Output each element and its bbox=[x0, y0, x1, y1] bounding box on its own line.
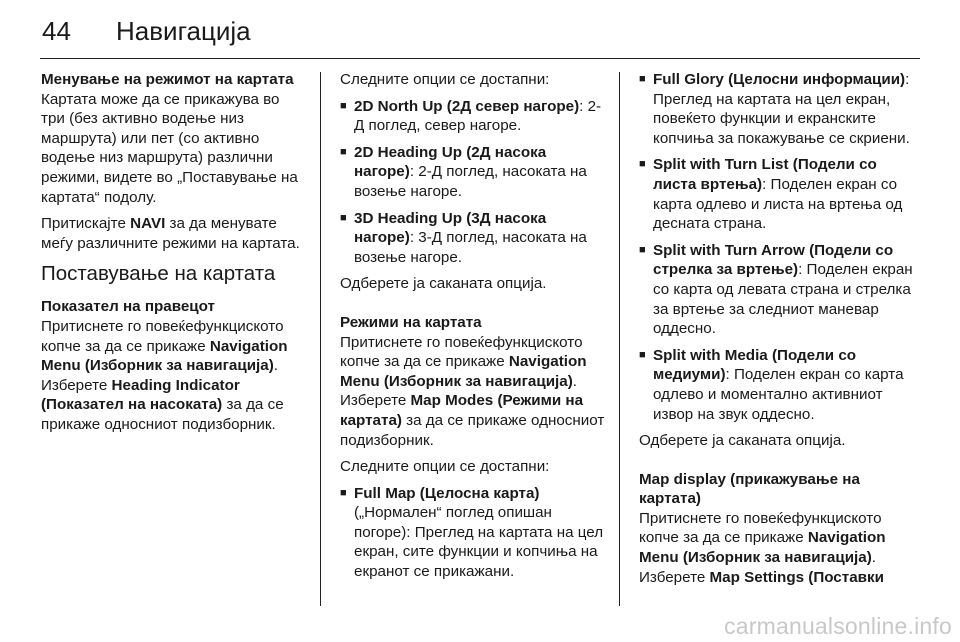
chapter-title: Навигација bbox=[116, 16, 251, 46]
bullet-icon: ■ bbox=[639, 348, 646, 361]
bullet-icon: ■ bbox=[340, 145, 347, 158]
header-rule bbox=[40, 58, 920, 59]
column-2 bbox=[340, 70, 606, 589]
options-intro-2: Следните опции се достапни: bbox=[340, 458, 550, 476]
bullet-icon: ■ bbox=[639, 73, 646, 85]
bullet-icon: ■ bbox=[340, 486, 347, 499]
bullet-icon: ■ bbox=[340, 99, 347, 112]
column-divider-1 bbox=[320, 72, 321, 606]
paragraph-navi: Притискајте NAVI за да менувате меѓу различните режими на картата. bbox=[41, 215, 300, 252]
list-item: ■ Split with Media (Подели со медиуми): Поделен екран со карта одлево и моментално активниот извор на звук оддесно. bbox=[639, 346, 904, 423]
section-title: Поставување на картата bbox=[41, 262, 276, 286]
paragraph-heading-indicator: Притиснете го повеќефункциското копче за да се прикаже Navigation Menu (Изборник за навигација). Изберете Heading Indicator (Показател на насоката) за да се прикаже односниот подизборник. bbox=[41, 317, 288, 433]
watermark: carmanualsonline.info bbox=[724, 613, 952, 639]
choose-option: Одберете ја саканата опција. bbox=[340, 275, 547, 293]
navi-key: NAVI bbox=[130, 215, 166, 233]
list-item: ■ Split with Turn List (Подели со листа вртења): Поделен екран со карта одлево и листа на вртења од десната страна. bbox=[639, 156, 903, 233]
list-item: ■ Full Glory (Целосни информации): Преглед на картата на цел екран, повеќето функции и екранските копчиња за покажување се скриени. bbox=[639, 71, 910, 147]
bullet-icon: ■ bbox=[639, 243, 646, 256]
column-3 bbox=[639, 70, 923, 594]
subheading-map-display: Map display (прикажување на картата) bbox=[639, 470, 860, 508]
options-intro: Следните опции се достапни: bbox=[340, 71, 550, 88]
bullet-icon: ■ bbox=[340, 211, 347, 224]
paragraph-map-modes: Картата може да се прикажува во три (без активно водење низ маршрута) или пет (со активно водење низ маршрута) различни режими, видете во „Поставување на картата“ подолу. bbox=[41, 90, 298, 206]
subheading-change-mode: Менување на режимот на картата bbox=[41, 71, 294, 88]
column-1 bbox=[41, 70, 303, 442]
bullet-icon: ■ bbox=[639, 158, 646, 171]
list-item: ■ 2D Heading Up (2Д насока нагоре): 2-Д поглед, насоката на возење нагоре. bbox=[340, 143, 587, 200]
paragraph-map-display: Притиснете го повеќефункциското копче за да се прикаже Navigation Menu (Изборник за навигација). Изберете Map Settings (Поставки bbox=[639, 509, 886, 586]
paragraph-map-modes-menu: Притиснете го повеќефункциското копче за да се прикаже Navigation Menu (Изборник за навигација). Изберете Map Modes (Режими на картата) за да се прикаже односниот подизборник. bbox=[340, 333, 605, 449]
column-divider-2 bbox=[619, 72, 620, 606]
subheading-heading-indicator: Показател на правецот bbox=[41, 298, 215, 316]
list-item: ■ 3D Heading Up (3Д насока нагоре): 3-Д поглед, насоката на возење нагоре. bbox=[340, 209, 587, 266]
page-number: 44 bbox=[42, 16, 71, 46]
list-item: ■ Split with Turn Arrow (Подели со стрелка за вртење): Поделен екран со карта од левата страна и стрелка за вртење за следниот маневар оддесно. bbox=[639, 241, 913, 338]
list-item: ■ 2D North Up (2Д север нагоре): 2-Д поглед, север нагоре. bbox=[340, 97, 602, 135]
choose-option: Одберете ја саканата опција. bbox=[639, 432, 846, 450]
subheading-map-modes: Режими на картата bbox=[340, 313, 482, 331]
page-header bbox=[42, 16, 920, 56]
list-item: ■ Full Map (Целосна карта) („Нормален“ поглед опишан погоре): Преглед на картата на цел екран, сите функции и копчиња на екранот се прикажани. bbox=[340, 484, 604, 581]
